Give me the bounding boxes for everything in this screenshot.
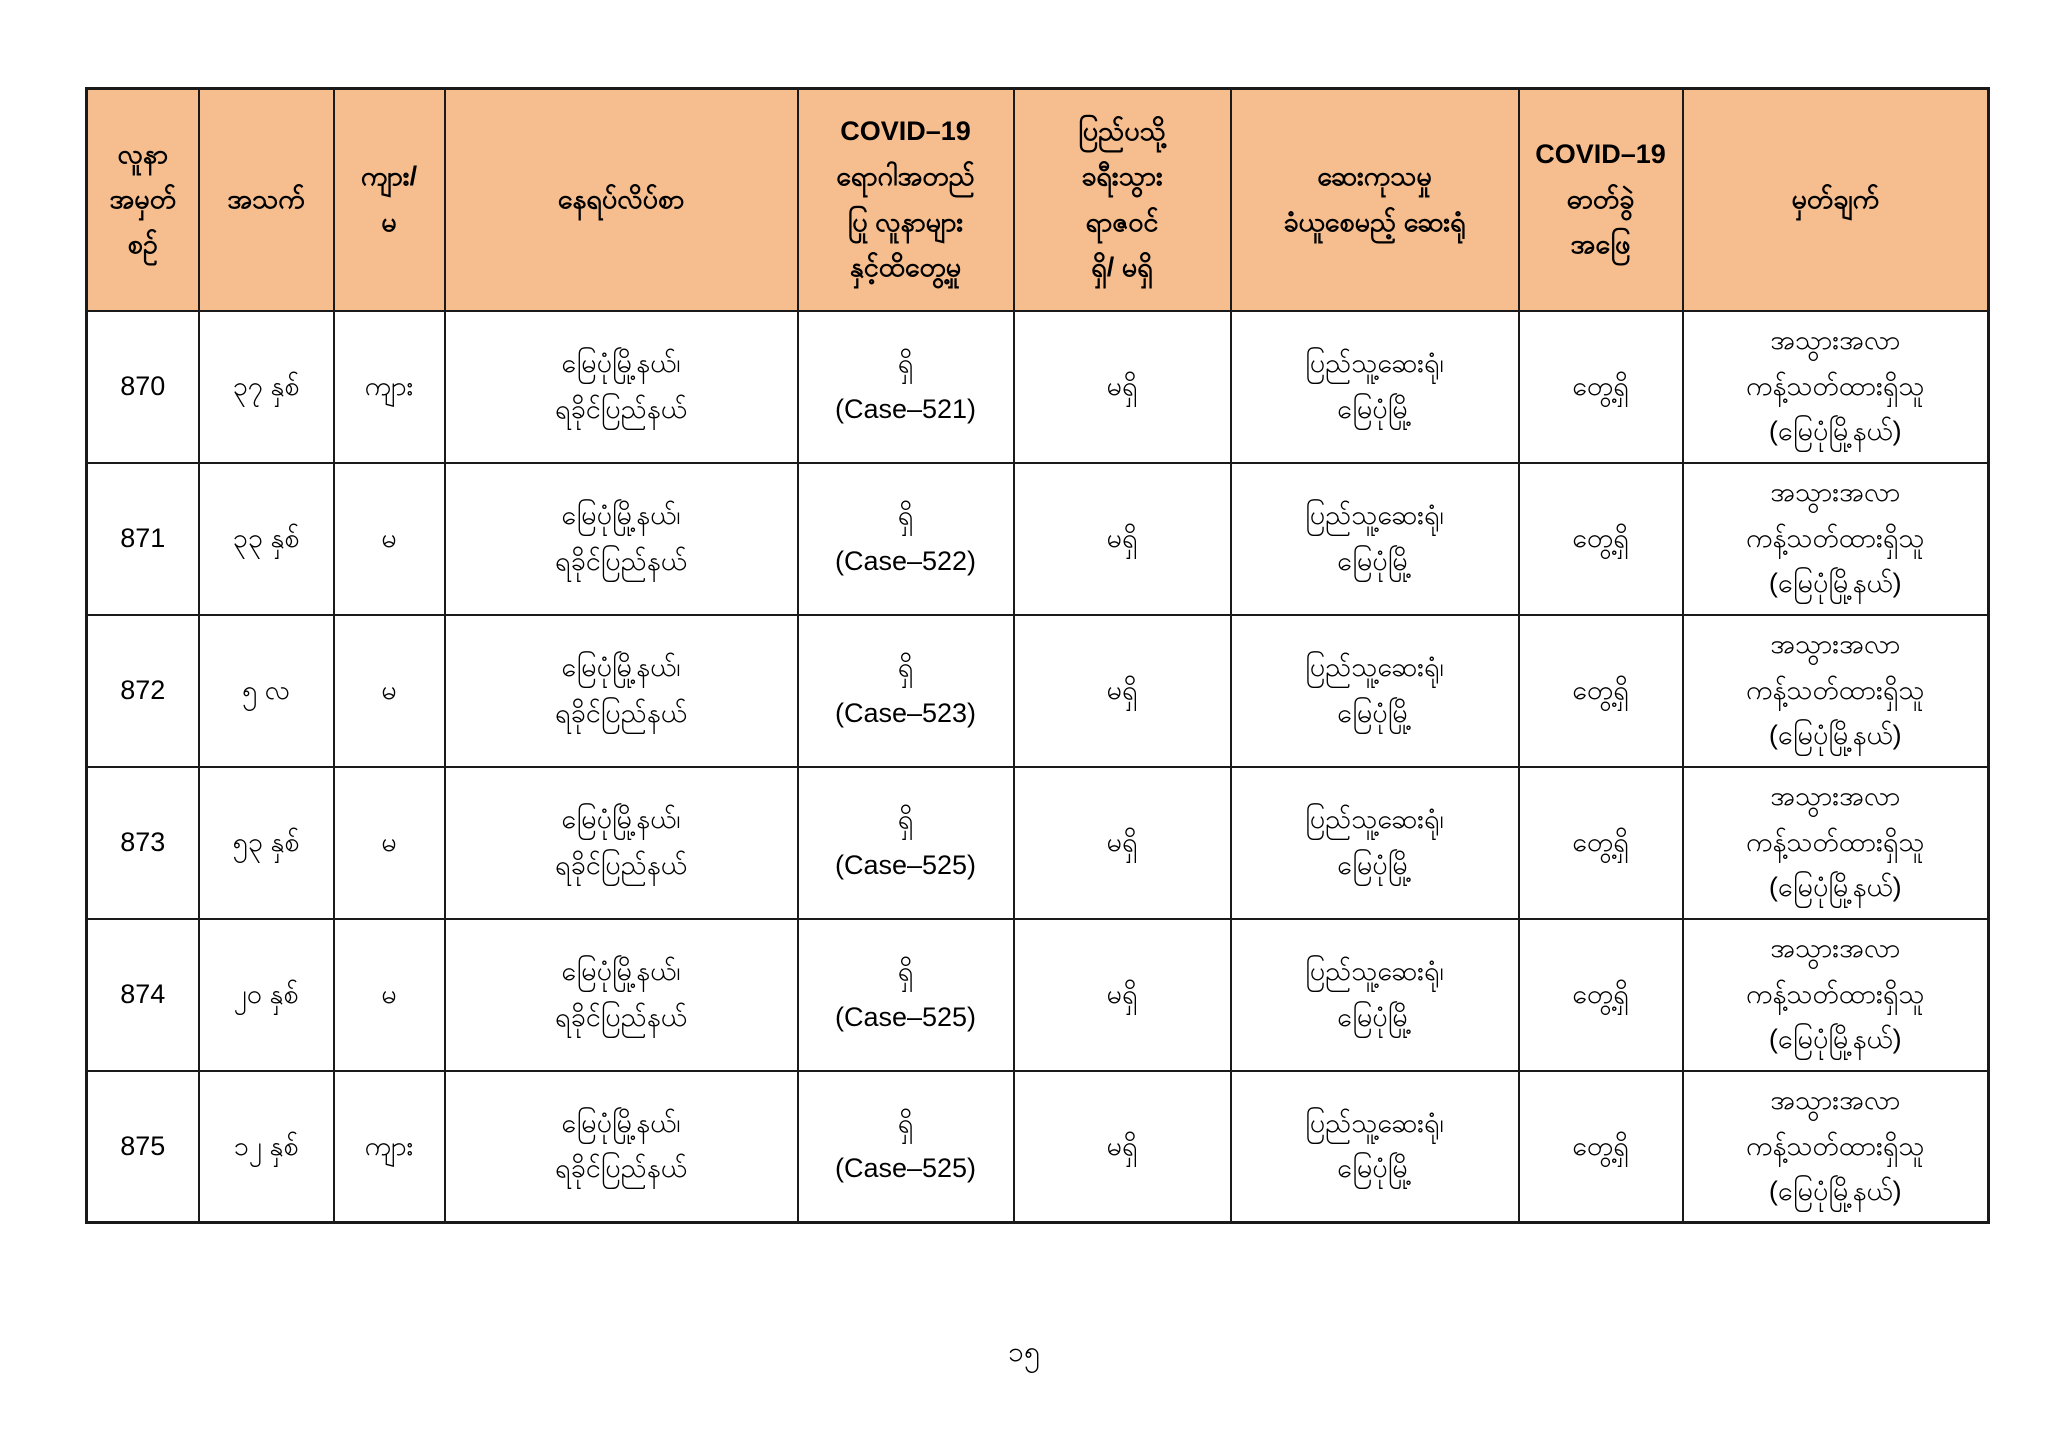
cell-contact: [798, 919, 1014, 1071]
cell-patient-no: 871: [87, 463, 199, 615]
remark-line: ကန့်သတ်ထားရှိသူ: [1746, 674, 1925, 705]
cell-sex: မ: [334, 767, 445, 919]
remark-line: (မြေပုံမြို့နယ်): [1768, 1175, 1902, 1206]
hospital-line: မြေပုံမြို့: [1337, 545, 1412, 576]
cell-result: တွေ့ရှိ: [1519, 919, 1683, 1071]
remark-line: အသွားအလာ: [1770, 477, 1901, 508]
address-line: မြေပုံမြို့နယ်၊: [561, 652, 681, 683]
cell-age: ၃၃ နှစ်: [199, 463, 334, 615]
cell-travel: မရှိ: [1014, 311, 1231, 463]
remark-line: ကန့်သတ်ထားရှိသူ: [1746, 1130, 1925, 1161]
address-line: မြေပုံမြို့နယ်၊: [561, 1107, 681, 1138]
hospital-line: မြေပုံမြို့: [1337, 849, 1412, 880]
hospital-line: ပြည်သူ့ဆေးရုံ၊: [1305, 804, 1444, 835]
cell-result: တွေ့ရှိ: [1519, 1071, 1683, 1223]
header-label: COVID–19: [840, 116, 971, 147]
cell-address: [445, 1071, 798, 1223]
header-label: နေရပ်လိပ်စာ: [557, 184, 685, 215]
table-row: [87, 1071, 1989, 1223]
cell-patient-no: 875: [87, 1071, 199, 1223]
table-row: [87, 463, 1989, 615]
cell-result: တွေ့ရှိ: [1519, 615, 1683, 767]
header-cell-hospital: [1231, 89, 1519, 311]
header-cell-travel: [1014, 89, 1231, 311]
address-line: မြေပုံမြို့နယ်၊: [561, 804, 681, 835]
header-label: ရှိ/ မရှိ: [1091, 252, 1153, 283]
contact-line: (Case–525): [834, 849, 977, 880]
cell-result: တွေ့ရှိ: [1519, 767, 1683, 919]
address-line: ရခိုင်ပြည်နယ်: [555, 545, 687, 576]
page-number: ၁၅: [1008, 1336, 1040, 1367]
header-label: မ: [381, 206, 397, 237]
address-line: ရခိုင်ပြည်နယ်: [555, 697, 687, 728]
hospital-line: ပြည်သူ့ဆေးရုံ၊: [1305, 500, 1444, 531]
contact-line: ရှိ: [897, 1107, 914, 1138]
cell-address: [445, 463, 798, 615]
header-label: ရာဇဝင်: [1085, 206, 1159, 237]
cell-travel: မရှိ: [1014, 919, 1231, 1071]
address-line: ရခိုင်ပြည်နယ်: [555, 393, 687, 424]
cell-remark: [1683, 767, 1989, 919]
contact-line: (Case–525): [834, 1001, 977, 1032]
covid-patient-register-table: [85, 87, 1990, 1224]
header-label: ခံယူစေမည့် ဆေးရုံ: [1283, 206, 1466, 237]
remark-line: (မြေပုံမြို့နယ်): [1768, 872, 1902, 903]
header-row: [87, 89, 1989, 311]
contact-line: ရှိ: [897, 956, 914, 987]
cell-remark: [1683, 463, 1989, 615]
remark-line: အသွားအလာ: [1770, 933, 1901, 964]
cell-travel: မရှိ: [1014, 463, 1231, 615]
cell-hospital: [1231, 767, 1519, 919]
cell-patient-no: 874: [87, 919, 199, 1071]
cell-address: [445, 919, 798, 1071]
cell-contact: [798, 767, 1014, 919]
cell-age: ၁၂ နှစ်: [199, 1071, 334, 1223]
header-label: ဓာတ်ခွဲ: [1566, 184, 1635, 215]
cell-contact: [798, 1071, 1014, 1223]
cell-result: တွေ့ရှိ: [1519, 311, 1683, 463]
table-row: [87, 615, 1989, 767]
hospital-line: ပြည်သူ့ဆေးရုံ၊: [1305, 1107, 1444, 1138]
address-line: ရခိုင်ပြည်နယ်: [555, 1001, 687, 1032]
table-row: [87, 767, 1989, 919]
header-label: မှတ်ချက်: [1791, 184, 1880, 215]
hospital-line: ပြည်သူ့ဆေးရုံ၊: [1305, 652, 1444, 683]
cell-sex: မ: [334, 615, 445, 767]
cell-address: [445, 615, 798, 767]
cell-travel: မရှိ: [1014, 1071, 1231, 1223]
header-label: ခရီးသွား: [1081, 161, 1163, 192]
remark-line: ကန့်သတ်ထားရှိသူ: [1746, 522, 1925, 553]
header-cell-patient-no: [87, 89, 199, 311]
contact-line: (Case–521): [834, 393, 977, 424]
contact-line: (Case–522): [834, 545, 977, 576]
cell-sex: ကျား: [334, 311, 445, 463]
cell-remark: [1683, 311, 1989, 463]
cell-travel: မရှိ: [1014, 615, 1231, 767]
header-cell-remark: [1683, 89, 1989, 311]
cell-sex: ကျား: [334, 1071, 445, 1223]
table-header: [87, 89, 1989, 311]
contact-line: (Case–523): [834, 697, 977, 728]
hospital-line: ပြည်သူ့ဆေးရုံ၊: [1305, 348, 1444, 379]
header-label: ပြု လူနာများ: [847, 206, 964, 237]
cell-age: ၅ လ: [199, 615, 334, 767]
remark-line: အသွားအလာ: [1770, 781, 1901, 812]
cell-result: တွေ့ရှိ: [1519, 463, 1683, 615]
cell-age: ၃၇ နှစ်: [199, 311, 334, 463]
header-label: ပြည်ပသို့: [1078, 116, 1166, 147]
cell-patient-no: 873: [87, 767, 199, 919]
remark-line: ကန့်သတ်ထားရှိသူ: [1746, 978, 1925, 1009]
cell-age: ၅၃ နှစ်: [199, 767, 334, 919]
hospital-line: ပြည်သူ့ဆေးရုံ၊: [1305, 956, 1444, 987]
cell-address: [445, 311, 798, 463]
hospital-line: မြေပုံမြို့: [1337, 393, 1412, 424]
header-label: ဆေးကုသမှု: [1317, 161, 1432, 192]
cell-hospital: [1231, 615, 1519, 767]
header-label: အသက်: [227, 184, 305, 215]
header-cell-contact: [798, 89, 1014, 311]
header-label: အဖြေ: [1570, 229, 1631, 260]
header-cell-result: [1519, 89, 1683, 311]
cell-patient-no: 872: [87, 615, 199, 767]
header-label: ကျား/: [360, 161, 418, 192]
cell-contact: [798, 311, 1014, 463]
cell-patient-no: 870: [87, 311, 199, 463]
hospital-line: မြေပုံမြို့: [1337, 1153, 1412, 1184]
remark-line: (မြေပုံမြို့နယ်): [1768, 1024, 1902, 1055]
table-row: [87, 919, 1989, 1071]
cell-sex: မ: [334, 919, 445, 1071]
remark-line: အသွားအလာ: [1770, 629, 1901, 660]
cell-remark: [1683, 1071, 1989, 1223]
cell-age: ၂၀ နှစ်: [199, 919, 334, 1071]
cell-contact: [798, 463, 1014, 615]
cell-hospital: [1231, 919, 1519, 1071]
remark-line: ကန့်သတ်ထားရှိသူ: [1746, 370, 1925, 401]
address-line: မြေပုံမြို့နယ်၊: [561, 956, 681, 987]
hospital-line: မြေပုံမြို့: [1337, 1001, 1412, 1032]
cell-hospital: [1231, 311, 1519, 463]
contact-line: ရှိ: [897, 652, 914, 683]
contact-line: (Case–525): [834, 1153, 977, 1184]
header-label: COVID–19: [1535, 138, 1666, 169]
header-cell-address: [445, 89, 798, 311]
remark-line: အသွားအလာ: [1770, 1085, 1901, 1116]
contact-line: ရှိ: [897, 348, 914, 379]
cell-remark: [1683, 615, 1989, 767]
address-line: မြေပုံမြို့နယ်၊: [561, 348, 681, 379]
address-line: ရခိုင်ပြည်နယ်: [555, 1153, 687, 1184]
address-line: မြေပုံမြို့နယ်၊: [561, 500, 681, 531]
hospital-line: မြေပုံမြို့: [1337, 697, 1412, 728]
header-label: နှင့်ထိတွေ့မှု: [849, 252, 962, 283]
remark-line: အသွားအလာ: [1770, 325, 1901, 356]
address-line: ရခိုင်ပြည်နယ်: [555, 849, 687, 880]
table-row: [87, 311, 1989, 463]
cell-contact: [798, 615, 1014, 767]
cell-travel: မရှိ: [1014, 767, 1231, 919]
cell-remark: [1683, 919, 1989, 1071]
remark-line: (မြေပုံမြို့နယ်): [1768, 416, 1902, 447]
contact-line: ရှိ: [897, 804, 914, 835]
contact-line: ရှိ: [897, 500, 914, 531]
cell-hospital: [1231, 463, 1519, 615]
cell-hospital: [1231, 1071, 1519, 1223]
remark-line: (မြေပုံမြို့နယ်): [1768, 568, 1902, 599]
cell-sex: မ: [334, 463, 445, 615]
header-cell-sex: [334, 89, 445, 311]
header-cell-age: [199, 89, 334, 311]
header-label: စဉ်: [127, 229, 158, 260]
header-label: လူနာ: [117, 138, 168, 169]
remark-line: ကန့်သတ်ထားရှိသူ: [1746, 826, 1925, 857]
cell-address: [445, 767, 798, 919]
header-label: ရောဂါအတည်: [836, 161, 975, 192]
header-label: အမှတ်: [109, 184, 176, 215]
remark-line: (မြေပုံမြို့နယ်): [1768, 720, 1902, 751]
table-body: [87, 311, 1989, 1223]
